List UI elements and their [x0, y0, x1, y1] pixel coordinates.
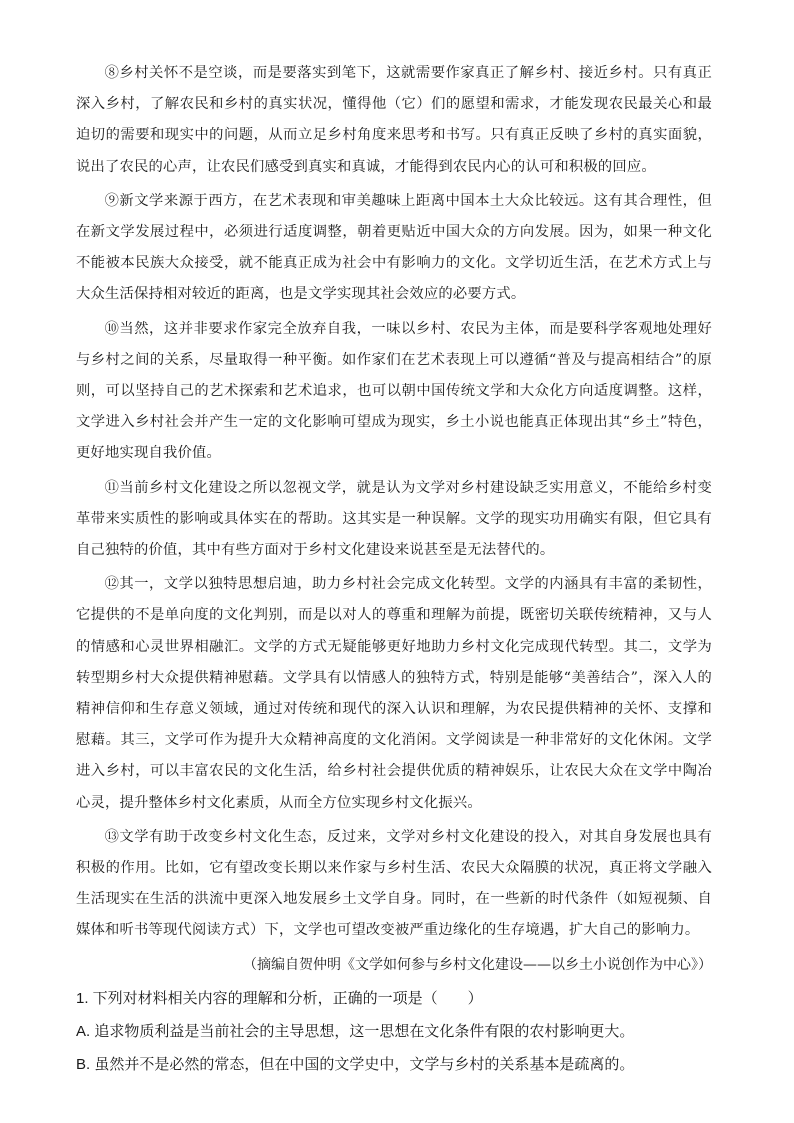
option-b: B. 虽然并不是必然的常态，但在中国的文学史中，文学与乡村的关系基本是疏离的。	[76, 1055, 635, 1073]
paragraph-9: ⑨新文学来源于西方，在艺术表现和审美趣味上距离中国本土大众比较远。这有其合理性，但在新文学发展过程中，必须进行适度调整，朝着更贴近中国大众的方向发展。因为，如果一种文化不能被本民族大众接受，就不能真正成为社会中有影响力的文化。文学切近生活，在艺术方式上与大众生活保持相对较近的距离，也是文学实现其社会效应的必要方式。	[76, 192, 712, 303]
question-stem: 1. 下列对材料相关内容的理解和分析，正确的一项是（ ）	[76, 989, 483, 1007]
article-body	[76, 58, 712, 1083]
paragraph-8: ⑧乡村关怀不是空谈，而是要落实到笔下，这就需要作家真正了解乡村、接近乡村。只有真正深入乡村，了解农民和乡村的真实状况，懂得他（它）们的愿望和需求，才能发现农民最关心和最迫切的需要和现实中的问题，从而立足乡村角度来思考和书写。只有真正反映了乡村的真实面貌，说出了农民的心声，让农民们感受到真实和真诚，才能得到农民内心的认可和积极的回应。	[76, 65, 712, 175]
paragraph-10: ⑩当然，这并非要求作家完全放弃自我，一味以乡村、农民为主体，而是要科学客观地处理好与乡村之间的关系，尽量取得一种平衡。如作家们在艺术表现上可以遵循“普及与提高相结合”的原则，可以坚持自己的艺术探索和艺术追求，也可以朝中国传统文学和大众化方向适度调整。这样，文学进入乡村社会并产生一定的文化影响可望成为现实，乡土小说也能真正体现出其“乡土”特色，更好地实现自我价值。	[76, 320, 712, 462]
paragraph-11: ⑪当前乡村文化建设之所以忽视文学，就是认为文学对乡村建设缺乏实用意义，不能给乡村变革带来实质性的影响或具体实在的帮助。这其实是一种误解。文学的现实功用确实有限，但它具有自己独特的价值，其中有些方面对于乡村文化建设来说甚至是无法替代的。	[76, 479, 712, 559]
paragraph-13: ⑬文学有助于改变乡村文化生态，反过来，文学对乡村文化建设的投入，对其自身发展也具有积极的作用。比如，它有望改变长期以来作家与乡村生活、农民大众隔膜的状况，真正将文学融入生活现实在生活的洪流中更深入地发展乡土文学自身。同时，在一些新的时代条件（如短视频、自媒体和听书等现代阅读方式）下，文学也可望改变被严重边缘化的生存境遇，扩大自己的影响力。	[76, 828, 712, 939]
paragraph-12: ⑫其一，文学以独特思想启迪，助力乡村社会完成文化转型。文学的内涵具有丰富的柔韧性，它提供的不是单向度的文化判别，而是以对人的尊重和理解为前提，既密切关联传统精神，又与人的情感和心灵世界相融汇。文学的方式无疑能够更好地助力乡村文化完成现代转型。其二，文学为转型期乡村大众提供精神慰藉。文学具有以情感人的独特方式，特别是能够“美善结合”，深入人的精神信仰和生存意义领域，通过对传统和现代的深入认识和理解，为农民提供精神的关怀、支撑和慰藉。其三，文学可作为提升大众精神高度的文化消闲。文学阅读是一种非常好的文化休闲。文学进入乡村，可以丰富农民的文化生活，给乡村社会提供优质的精神娱乐，让农民大众在文学中陶冶心灵，提升整体乡村文化素质，从而全方位实现乡村文化振兴。	[76, 576, 712, 811]
option-a: A. 追求物质利益是当前社会的主导思想，这一思想在文化条件有限的农村影响更大。	[76, 1022, 635, 1040]
source-citation: （摘编自贺仲明《文学如何参与乡村文化建设——以乡土小说创作为中心》）	[243, 956, 712, 973]
